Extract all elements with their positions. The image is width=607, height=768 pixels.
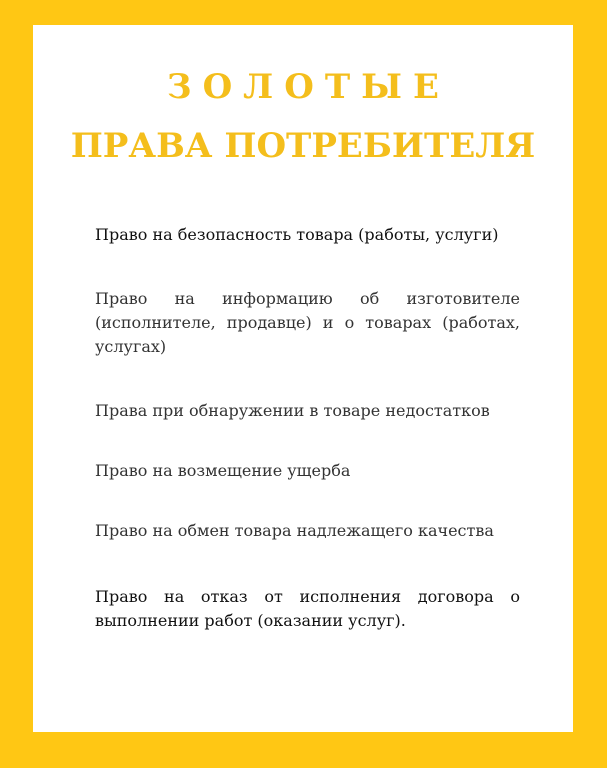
right-item-safety: Право на безопасность товара (работы, услуги) — [95, 225, 499, 244]
title-line-1: ЗОЛОТЫЕ — [167, 67, 450, 107]
right-item-exchange: Право на обмен товара надлежащего качества — [95, 521, 494, 540]
poster-card — [33, 25, 573, 732]
title-line-2: ПРАВА ПОТРЕБИТЕЛЯ — [70, 126, 536, 166]
right-item-damages: Право на возмещение ущерба — [95, 461, 351, 480]
right-item-defects: Права при обнаружении в товаре недостатков — [95, 401, 490, 420]
right-item-information: Право на информацию об изготовителе (исполнителе, продавце) и о товарах (работах, услугах) — [95, 289, 520, 356]
right-item-refusal: Право на отказ от исполнения договора о выполнении работ (оказании услуг). — [95, 587, 520, 630]
